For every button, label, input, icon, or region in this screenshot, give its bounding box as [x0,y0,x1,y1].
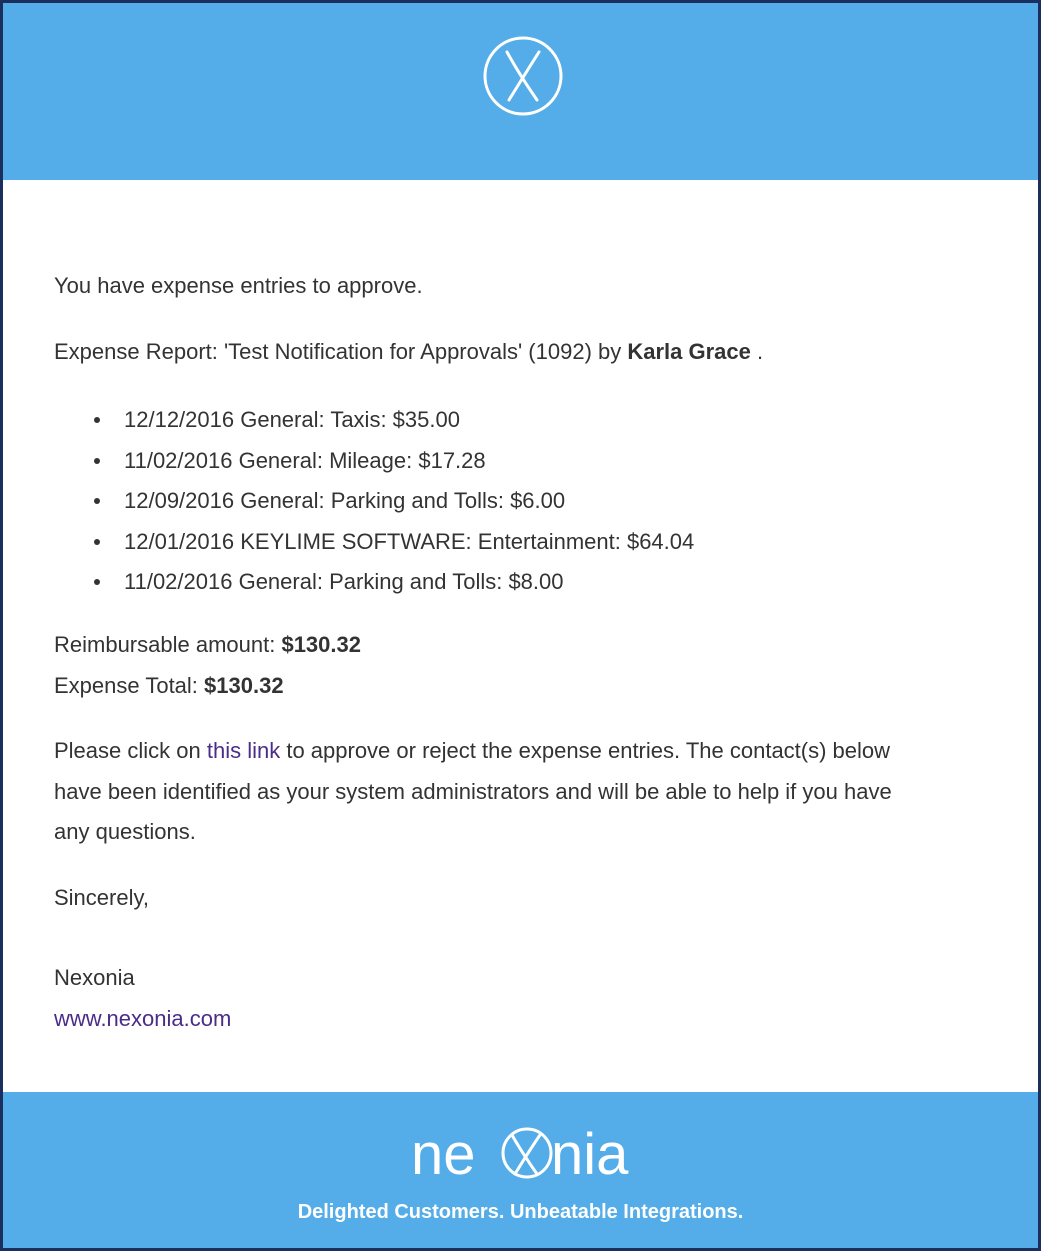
list-item [54,522,694,563]
bullet-icon [94,417,100,423]
entry-text: 12/12/2016 General: Taxis: $35.00 [124,407,460,432]
list-item [54,481,694,522]
bullet-icon [94,458,100,464]
email-footer [3,1092,1038,1251]
closing-text: Sincerely, [54,885,149,910]
list-item [54,562,694,603]
approve-link[interactable]: this link [206,738,281,763]
reimbursable-label: Reimbursable amount: [54,632,282,657]
logo-x-circle-icon [503,1129,551,1177]
total-line [54,666,284,706]
report-suffix: . [750,339,764,364]
entry-text: 12/09/2016 General: Parking and Tolls: $6.00 [124,488,566,513]
signature-name: Nexonia [54,965,135,990]
logo-text-right: nia [551,1122,629,1187]
instructions-suffix: to approve or reject the expense entries. The contact(s) below [280,738,891,763]
reimbursable-value: $130.32 [281,632,361,657]
entry-text: 12/01/2016 KEYLIME SOFTWARE: Entertainment: $64.04 [124,528,695,554]
instructions-line-2: have been identified as your system administrators and will be able to help if you have [54,779,892,804]
logo-text-left: ne [411,1122,476,1187]
website-link[interactable]: www.nexonia.com [54,1006,232,1031]
bullet-icon [94,579,100,585]
reimbursable-line [54,625,361,665]
nexonia-logo-icon [481,34,565,118]
total-value: $130.32 [204,673,284,698]
report-line [54,332,763,372]
expense-entry-list [54,400,694,603]
instructions-line-1 [54,731,890,771]
bullet-icon [94,539,100,545]
entry-text: 11/02/2016 General: Parking and Tolls: $8.00 [124,569,564,594]
instructions-prefix: Please click on [54,738,207,763]
intro-text: You have expense entries to approve. [54,273,423,298]
footer-tagline: Delighted Customers. Unbeatable Integrations. [297,1201,744,1223]
list-item [54,400,694,441]
instructions-line-3: any questions. [54,819,196,844]
nexonia-wordmark-logo [411,1119,635,1187]
email-header [3,3,1038,180]
report-author: Karla Grace [627,339,751,364]
report-prefix: Expense Report: 'Test Notification for Approvals' (1092) by [54,339,628,364]
list-item [54,441,694,482]
bullet-icon [94,498,100,504]
signature-url-line [54,999,231,1039]
total-label: Expense Total: [54,673,205,698]
entry-text: 11/02/2016 General: Mileage: $17.28 [124,447,486,473]
